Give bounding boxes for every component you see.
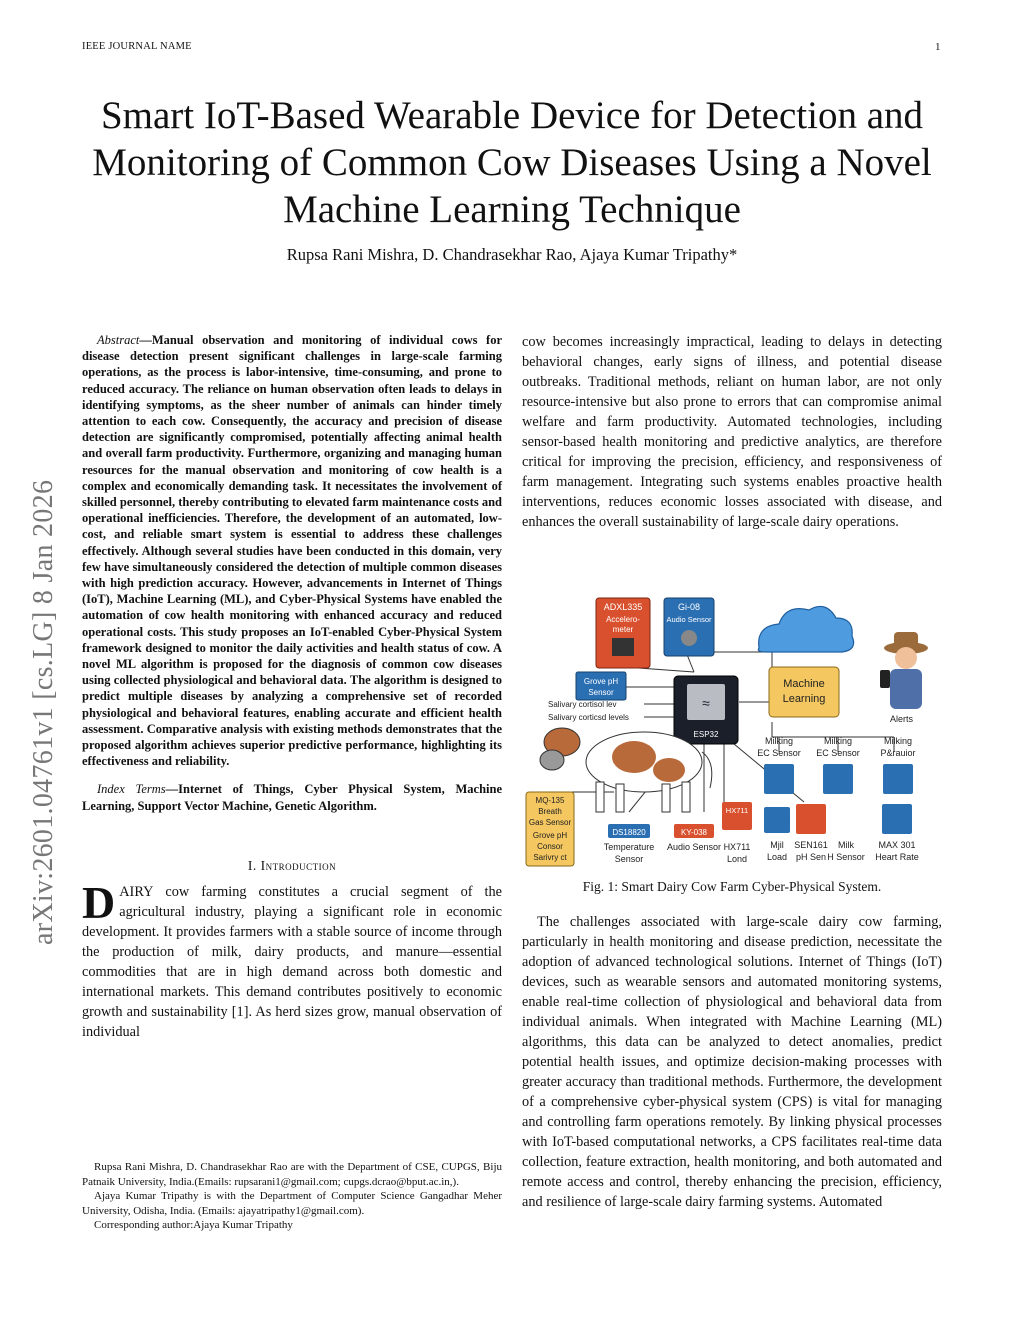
dropcap-word-rest: AIRY (119, 883, 154, 900)
hx711-sub1: HX711 (723, 842, 751, 852)
milk-h-l2: H Sensor (827, 852, 865, 862)
saliva-label-2: Salivary corticsd levels (548, 713, 629, 722)
milk-h-l1: Milk (838, 840, 854, 850)
milk-ec1-label-b: EC Sensor (757, 748, 801, 758)
ky038-sub: Audio Sensor (666, 842, 722, 852)
milk-p-module (883, 764, 913, 794)
footnote-affiliation-1: Rupsa Rani Mishra, D. Chandrasekhar Rao are with the Department of CSE, CUPGS, Biju Patnaik University, India.(Emails: rupsarani1@gmail.com; cupgs.dcrao@bput.ac.in,). (82, 1161, 502, 1188)
author-list: Rupsa Rani Mishra, D. Chandrasekhar Rao, Ajaya Kumar Tripathy* (286, 245, 738, 264)
ds18820-label: DS18820 (612, 828, 646, 837)
figure-caption: Fig. 1: Smart Dairy Cow Farm Cyber-Physical System. (582, 879, 882, 894)
intro-text: cow farming constitutes a crucial segment of the agricultural industry, playing a significant role in economic development. It provides farmers with a stable source of income through the production of milk, dairy products, and manure—essential commodities that are in high demand across both domestic and international markets. This demand contributes positively to economic growth and sustainability [1]. As herd sizes grow, manual observation of individual (82, 883, 502, 1040)
arxiv-stamp[interactable]: arXiv:2601.04761v1 [cs.LG] 8 Jan 2026 (28, 479, 59, 945)
intro-paragraph-2: The challenges associated with large-scale dairy cow farming, particularly in health monitoring and disease prediction, necessitate the adoption of advanced technological solutions. Internet of Things (IoT) devices, such as wearable sensors and automated monitoring systems, enable real-time collection of physiological and behavioral data from individual animals. When integrated with Machine Learning (ML) algorithms, this data can be analyzed to detect anomalies, predict potential health issues, and optimize decision-making processes with greater accuracy than traditional methods. Furthermore, the development of a comprehensive cyber-physical system (CPS) is vital for managing and controlling farm operations remotely. By linking physical processes with IoT-based computational networks, a CPS facilitates real-time data collection, feature extraction, health monitoring, and both automated and remote access and control, thereby enhancing the precision, efficiency, and resilience of large-scale dairy farming systems. Automated (522, 914, 942, 1210)
farmer-illustration (880, 632, 928, 709)
mq135-l2: Breath (538, 807, 562, 816)
dropcap-letter: D (82, 876, 116, 928)
footnote-affiliation-2: Ajaya Kumar Tripathy is with the Department of Computer Science Gangadhar Meher University, Odisha, India. (Emails: ajayatripathy1@gmail.com). (82, 1190, 502, 1217)
footnotes (82, 1160, 502, 1233)
milk-ec2-label-b: EC Sensor (816, 748, 860, 758)
hx711-label: HX711 (725, 806, 749, 815)
ds18820-sub1: Temperature (603, 842, 655, 852)
section-heading-introduction (82, 858, 502, 874)
ds18820-sub2: Sensor (614, 854, 644, 864)
grove-ph-label1: Grove pH (583, 677, 619, 686)
index-terms-text: —Internet of Things, Cyber Physical System, Machine Learning, Support Vector Machine, Genetic Algorithm. (82, 782, 502, 813)
abstract (82, 332, 502, 769)
index-terms (82, 781, 502, 813)
adxl335-sub2: meter (612, 625, 634, 634)
index-terms-lead: Index Terms (97, 782, 166, 797)
max301-module (882, 804, 912, 834)
cps-figure (524, 592, 942, 874)
paper-title: Smart IoT-Based Wearable Device for Detection and Monitoring of Common Cow Diseases Using a Novel Machine Learning Technique (92, 94, 932, 231)
ml-label-1: Machine (783, 678, 825, 690)
adxl335-sub1: Accelero- (606, 615, 640, 624)
abstract-lead: Abstract (97, 333, 140, 347)
ky038-label: KY-038 (681, 828, 707, 837)
sen161-l2: pH Sen (795, 852, 827, 862)
gi08-mic (681, 630, 697, 646)
cloud-icon (758, 606, 853, 652)
page-number: 1 (935, 41, 941, 53)
wifi-icon: ≈ (702, 695, 710, 711)
mq135-l6: Sarivry ct (533, 853, 567, 862)
mq135-l4: Grove pH (532, 831, 568, 840)
section-numeral: I. (247, 857, 261, 873)
milk-p-label-a: Milking (883, 736, 913, 746)
mq135-l3: Gas Sensor (528, 818, 572, 827)
mq135-l1: MQ-135 (535, 796, 565, 805)
max301-l2: Heart Rate (875, 852, 919, 862)
grove-ph-label2: Sensor (588, 688, 614, 697)
load-module (764, 807, 790, 833)
sen161-l1: SEN161 (794, 840, 828, 850)
esp32-label: ESP32 (693, 730, 719, 739)
milk-ec1-module (764, 764, 794, 794)
max301-l1: MAX 301 (878, 840, 916, 850)
adxl335-label: ADXL335 (603, 602, 643, 612)
milk-p-label-b: P&rauior (880, 748, 916, 758)
alerts-label: Alerts (890, 714, 914, 724)
left-column (82, 332, 502, 1042)
gi08-sub: Audio Sensor (666, 615, 712, 624)
load-l2: Load (766, 852, 788, 862)
intro-paragraph (82, 876, 502, 1042)
saliva-label-1: Salivary cortisol lev (548, 700, 617, 709)
adxl335-chip (612, 638, 634, 656)
mq135-l5: Consor (537, 842, 563, 851)
sen161-module (796, 804, 826, 834)
gi08-label: Gi-08 (677, 602, 701, 612)
milk-ec2-module (823, 764, 853, 794)
milk-ec2-label-a: Milking (823, 736, 853, 746)
footnote-corresponding: Corresponding author:Ajaya Kumar Tripathy (94, 1219, 293, 1231)
section-title: Introduction (260, 857, 337, 873)
abstract-text: —Manual observation and monitoring of individual cows for disease detection present significant challenges in large-scale farming operations, as the process is labor-intensive, time-consuming, and prone to reduced accuracy. The reliance on human observation often leads to delays in identifying symptoms, as the sheer number of animals can hinder timely attention to each cow. Consequently, the accuracy and precision of disease detection are significantly compromised, potentially affecting animal health and overall farm productivity. Furthermore, organizing and managing human resources for the manual observation and monitoring of cow health is a complex and economically demanding task. It necessitates the involvement of skilled personnel, thereby contributing to elevated farm maintenance costs and operational inefficiencies. Therefore, the development of an automated, low-cost, and reliable smart system is essential to address these challenges effectively. Although several studies have been conducted in this domain, very few have simultaneously considered the detection of multiple common diseases with high prediction accuracy. However, advancements in Internet of Things (IoT), Machine Learning (ML), and Cyber-Physical Systems have enabled the automation of cow health monitoring with enhanced accuracy and reduced operational costs. This study proposes an IoT-enabled Cyber-Physical System framework designed to monitor the daily activities and health status of cow. A novel ML algorithm is proposed for the diagnosis of common cow diseases using collected physiological and behavioral data. The algorithm is designed to predict multiple diseases by analyzing a comprehensive set of recorded physiological and behavioral features, enabling accurate and efficient health assessment. Comparative analysis with existing methods demonstrates that the proposed algorithm achieves superior predictive performance, highlighting its effectiveness and reliability. (82, 333, 502, 769)
load-l1: Mjil (770, 840, 784, 850)
ml-label-2: Learning (782, 693, 826, 705)
intro-paragraph-continued: cow becomes increasingly impractical, leading to delays in detecting behavioral changes, early signs of illness, and potential disease outbreaks. Traditional methods, reliant on human labor, are not only resource-intensive but also prone to errors that can compromise animal welfare and farm productivity. Automated technologies, including sensor-based health monitoring and predictive analytics, are therefore critical for improving the precision, efficiency, and responsiveness of farm management. Integrating such systems enables proactive health interventions, reduces economic losses associated with disease, and enhances the overall sustainability of large-scale dairy operations. (522, 334, 942, 530)
ml-box (769, 667, 839, 717)
journal-header: IEEE JOURNAL NAME (82, 41, 192, 52)
milk-ec1-label-a: Milking (764, 736, 794, 746)
hx711-sub2: Lond (726, 854, 748, 864)
